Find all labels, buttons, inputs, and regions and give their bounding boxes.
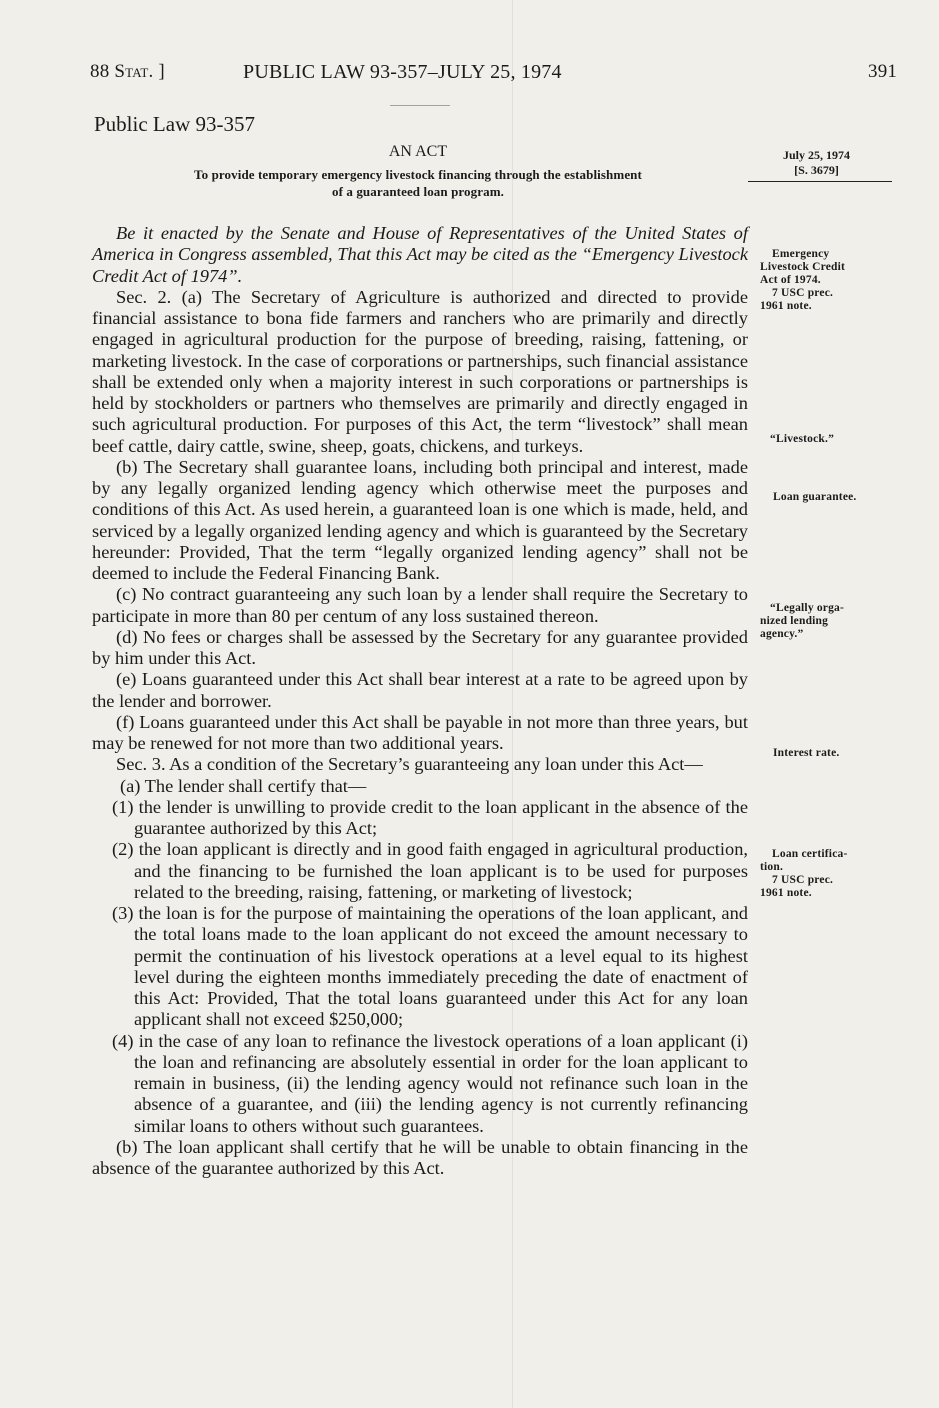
header-volume: 88 Stat. ]: [90, 61, 165, 82]
sidenote-legally-organized: “Legally orga- nized lending agency.”: [760, 602, 845, 640]
section-2e: (e) Loans guaranteed under this Act shall bear interest at a rate to be agreed upon by the lender and borrower.: [92, 669, 748, 711]
sidenote-loan-guarantee: Loan guarantee.: [773, 491, 857, 503]
section-3a-3: (3) the loan is for the purpose of maintaining the operations of the loan applicant, and the total loans made to the loan applicant do not exceed the amount necessary to permit the continuation of his livestock operations at a level equal to its highest level during the eighteen months immediately preceding the date of enactment of this Act: Provided, That the total loans guaranteed under this Act for any loan applicant shall not exceed $250,000;: [112, 903, 748, 1030]
enacting-clause: Be it enacted by the Senate and House of Representatives of the United States of America in Congress assembled, That this Act may be cited as the “Emergency Livestock Credit Act of 1974”.: [92, 223, 748, 286]
section-3a: (a) The lender shall certify that—: [120, 775, 367, 796]
public-law-title: Public Law 93-357: [94, 112, 255, 136]
sidenote-interest-rate: Interest rate.: [773, 747, 840, 759]
divider: [390, 105, 450, 106]
sidenote-loan-certification: Loan certifica- tion. 7 USC prec. 1961 note.: [760, 848, 848, 899]
section-2f: (f) Loans guaranteed under this Act shall be payable in not more than three years, but may be renewed for not more than two additional years.: [92, 711, 748, 753]
header-title: PUBLIC LAW 93-357–JULY 25, 1974: [243, 61, 562, 83]
section-2d: (d) No fees or charges shall be assessed by the Secretary for any guarantee provided by him under this Act.: [92, 626, 748, 668]
header-page-number: 391: [868, 61, 898, 82]
act-subtitle: To provide temporary emergency livestock financing through the establishment of a guaranteed loan program.: [194, 167, 642, 199]
section-2b: (b) The Secretary shall guarantee loans, including both principal and interest, made by any legally organized lending agency which otherwise meet the purposes and conditions of this Act. As used herein, a guaranteed loan is one which is made, held, and serviced by a legally organized lending agency and which is guaranteed by the Secretary hereunder: Provided, That the term “legally organized lending agency” shall not be deemed to include the Federal Financing Bank.: [92, 456, 748, 583]
section-3: Sec. 3. As a condition of the Secretary’s guaranteeing any loan under this Act—: [116, 754, 703, 775]
enactment-date-note: July 25, 1974 [S. 3679]: [782, 148, 850, 177]
section-3a-4: (4) in the case of any loan to refinance the livestock operations of a loan applicant (i) the loan and refinancing are absolutely essential in order for the loan applicant to remain in business, (ii) the lending agency would not refinance such loan in the absence of a guarantee, and (iii) the lending agency is not currently refinancing similar loans to others without such guarantees.: [112, 1030, 748, 1136]
act-body: [92, 223, 748, 1179]
sidenote-livestock: “Livestock.”: [770, 433, 835, 445]
date-rule: [748, 181, 892, 182]
sidenote-short-title: Emergency Livestock Credit Act of 1974. 7 USC prec. 1961 note.: [760, 248, 846, 312]
section-2a: Sec. 2. (a) The Secretary of Agriculture is authorized and directed to provide financial assistance to bona fide farmers and ranchers who are primarily and directly engaged in agricultural production for the purpose of breeding, raising, fattening, or marketing livestock. In the case of corporations or partnerships, such financial assistance shall be extended only when a majority interest in such corporations or partnerships is held by stockholders or partners who themselves are primarily and directly engaged in such agricultural production. For purposes of this Act, the term “livestock” shall mean beef cattle, dairy cattle, swine, sheep, goats, chickens, and turkeys.: [92, 286, 748, 456]
section-3b: (b) The loan applicant shall certify that he will be unable to obtain financing in the absence of the guarantee authorized by this Act.: [92, 1136, 748, 1178]
section-2c: (c) No contract guaranteeing any such loan by a lender shall require the Secretary to participate in more than 80 per centum of any loss sustained thereon.: [92, 584, 748, 626]
act-heading: AN ACT: [388, 143, 448, 160]
section-3a-2: (2) the loan applicant is directly and in good faith engaged in agricultural production, and the financing to be furnished the loan applicant is to be used for purposes related to the breeding, raising, fattening, or marketing of livestock;: [112, 839, 748, 902]
section-3a-1: (1) the lender is unwilling to provide credit to the loan applicant in the absence of the guarantee authorized by this Act;: [112, 796, 748, 838]
